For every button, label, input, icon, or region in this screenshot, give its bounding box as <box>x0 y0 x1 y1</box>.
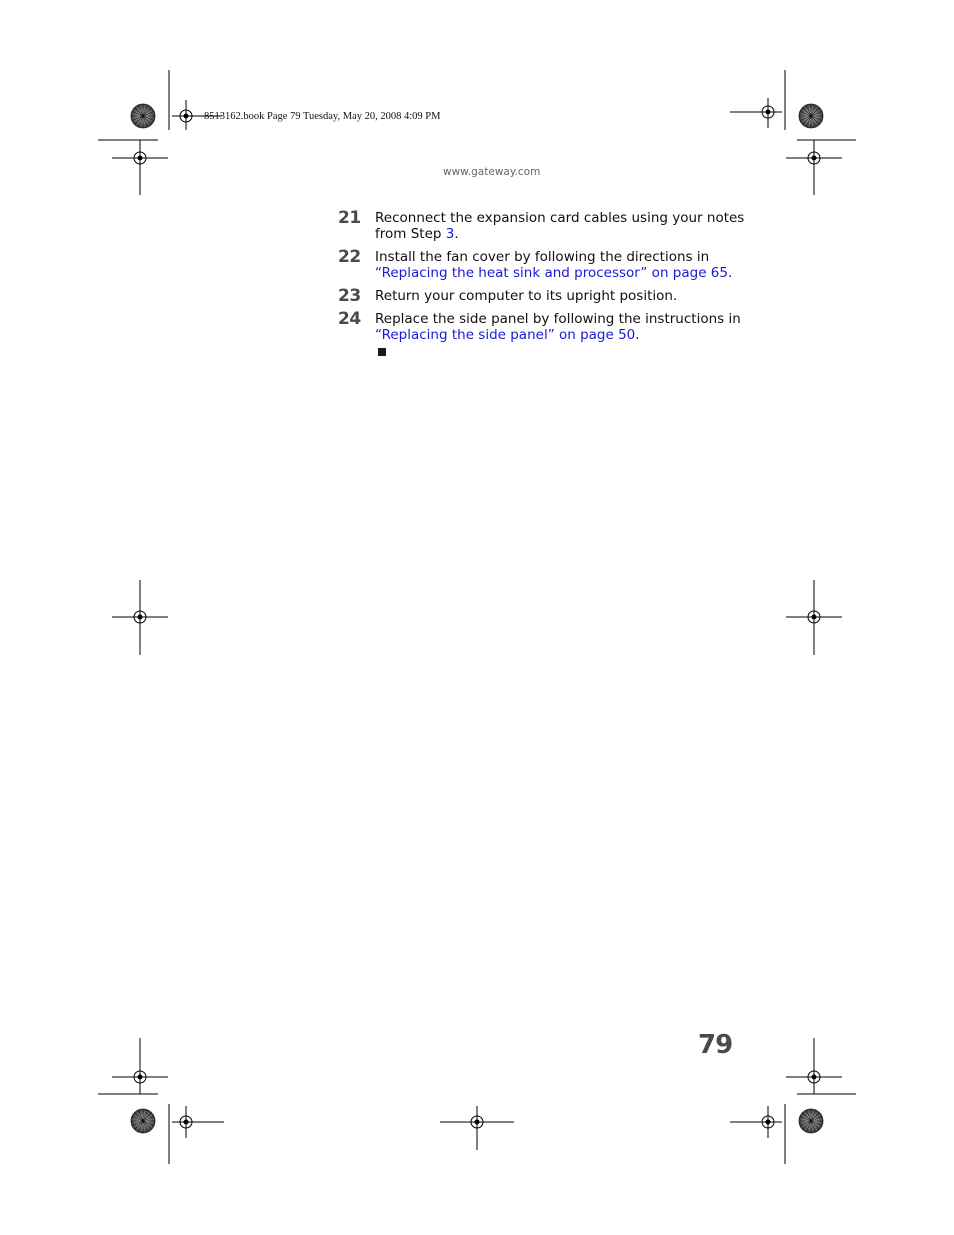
step-number: 22 <box>338 247 361 267</box>
step-line-suffix: . <box>635 327 640 343</box>
page-number: 79 <box>698 1030 733 1060</box>
step-number: 23 <box>338 286 361 306</box>
book-meta-line: 8513162.book Page 79 Tuesday, May 20, 2008 4:09 PM <box>204 111 441 122</box>
step-text <box>375 210 745 242</box>
step-line <box>375 265 735 281</box>
step-line-suffix: . <box>727 265 733 281</box>
registration-mark-bottom-right <box>730 1038 856 1164</box>
registration-mark-top-left <box>98 70 222 195</box>
step-text <box>375 311 741 343</box>
site-url: www.gateway.com <box>443 166 541 178</box>
step-number: 21 <box>338 208 361 228</box>
step-line: Reconnect the expansion card cables using your notes <box>375 210 745 226</box>
step-line: Return your computer to its upright position. <box>375 288 678 304</box>
heat-sink-processor-link[interactable]: “Replacing the heat sink and processor” on page 65 <box>375 265 728 281</box>
step-line: Install the fan cover by following the directions in <box>375 249 710 265</box>
step-line-suffix: . <box>454 226 459 242</box>
registration-mark-bottom-left <box>98 1038 224 1164</box>
step-number: 24 <box>338 309 361 329</box>
section-end-marker <box>378 348 386 356</box>
step-line <box>375 327 735 343</box>
registration-mark-mid-left <box>112 580 168 655</box>
step-text <box>375 249 735 281</box>
step-line <box>375 226 735 242</box>
step-line-prefix: from Step <box>375 226 446 242</box>
registration-mark-top-right <box>730 70 856 195</box>
step-line: Replace the side panel by following the instructions in <box>375 311 741 327</box>
step-text <box>375 288 735 304</box>
registration-mark-bottom-center <box>440 1106 514 1150</box>
step-3-link[interactable]: 3 <box>445 226 455 242</box>
side-panel-link[interactable]: “Replacing the side panel” on page 50 <box>375 327 636 343</box>
registration-mark-mid-right <box>786 580 842 655</box>
